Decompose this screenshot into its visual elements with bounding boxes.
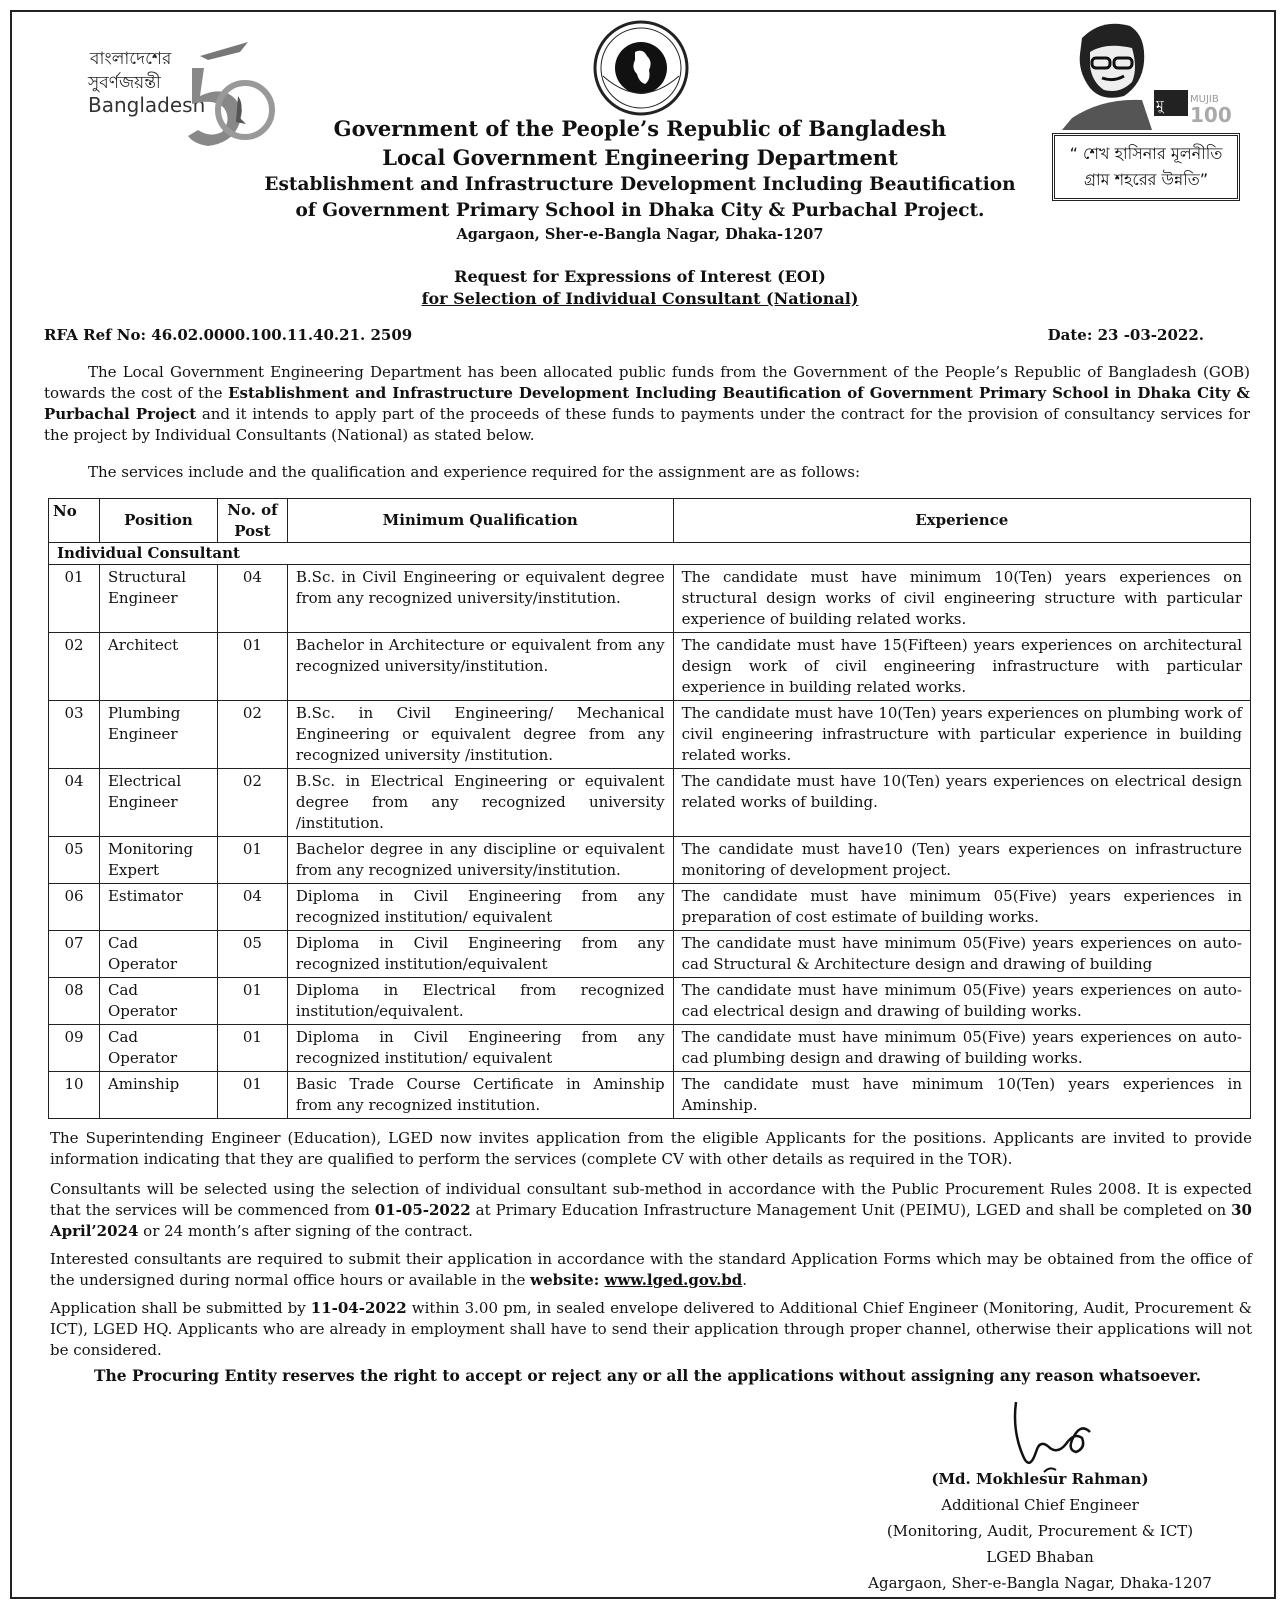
- svg-text:100: 100: [1190, 103, 1232, 127]
- signer-address: Agargaon, Sher-e-Bangla Nagar, Dhaka-1207: [868, 1574, 1212, 1592]
- row-qualification: Diploma in Civil Engineering from any recognized institution/equivalent: [287, 931, 673, 978]
- row-qualification: Diploma in Civil Engineering from any recognized institution/ equivalent: [287, 1025, 673, 1072]
- row-no: 08: [49, 978, 100, 1025]
- row-posts: 02: [217, 769, 287, 837]
- row-no: 02: [49, 633, 100, 701]
- reservation-statement: The Procuring Entity reserves the right to accept or reject any or all the applications without assigning any reason whatsoever.: [94, 1366, 1202, 1385]
- section-label: Individual Consultant: [49, 543, 1251, 565]
- selection-text-e: or 24 month’s after signing of the contract.: [138, 1222, 473, 1240]
- row-no: 09: [49, 1025, 100, 1072]
- row-experience: The candidate must have minimum 05(Five) years experiences on auto-cad plumbing design and drawing of building works.: [673, 1025, 1250, 1072]
- forms-text-a: Interested consultants are required to submit their application in accordance with the standard Application Forms which may be obtained from the office of the undersigned during normal office hours or available in the: [50, 1250, 1252, 1289]
- row-experience: The candidate must have minimum 10(Ten) years experiences in Aminship.: [673, 1072, 1250, 1119]
- header-line3: Establishment and Infrastructure Development Including Beautification: [264, 174, 1016, 195]
- intro-text-a: The Local Government Engineering Department has been allocated public funds from the Government of the People’s Republic of Bangladesh (GOB) towards the cost of the: [44, 363, 1250, 402]
- signer-title: Additional Chief Engineer: [941, 1496, 1139, 1514]
- eoi-subtitle: for Selection of Individual Consultant (National): [421, 289, 859, 308]
- row-experience: The candidate must have minimum 05(Five) years experiences on auto-cad Structural & Architecture design and drawing of building: [673, 931, 1250, 978]
- signer-office: LGED Bhaban: [986, 1548, 1094, 1566]
- row-position: Estimator: [99, 884, 217, 931]
- row-experience: The candidate must have minimum 10(Ten) years experiences on structural design works of civil engineering structure with particular experience of building related works.: [673, 565, 1250, 633]
- row-no: 03: [49, 701, 100, 769]
- table-row: [49, 565, 1251, 633]
- row-position: Plumbing Engineer: [99, 701, 217, 769]
- submission-text-c: within 3.00 pm, in sealed envelope delivered to Additional Chief Engineer (Monitoring, Audit, Procurement & ICT), LGED HQ. Applicants who are already in employment shall have to send their application through proper channel, otherwise their applications will not be considered.: [50, 1299, 1252, 1359]
- signer-dept: (Monitoring, Audit, Procurement & ICT): [886, 1522, 1194, 1540]
- signer-name: (Md. Mokhlesur Rahman): [931, 1470, 1149, 1488]
- row-posts: 01: [217, 837, 287, 884]
- logo-bn-line1: বাংলাদেশের: [90, 49, 172, 69]
- table-row: [49, 837, 1251, 884]
- col-posts: No. of Post: [217, 499, 287, 543]
- row-position: Electrical Engineer: [99, 769, 217, 837]
- intro-paragraph: [44, 362, 1250, 446]
- selection-paragraph: [50, 1179, 1252, 1242]
- header-line1: Government of the People’s Republic of Bangladesh: [333, 116, 947, 141]
- row-experience: The candidate must have minimum 05(Five) years experiences in preparation of cost estimate of building works.: [673, 884, 1250, 931]
- row-posts: 01: [217, 1072, 287, 1119]
- row-qualification: B.Sc. in Civil Engineering/ Mechanical Engineering or equivalent degree from any recognized university /institution.: [287, 701, 673, 769]
- start-date: 01-05-2022: [374, 1201, 471, 1219]
- row-experience: The candidate must have minimum 05(Five) years experiences on auto-cad electrical design and drawing of building works.: [673, 978, 1250, 1025]
- services-intro: The services include and the qualification and experience required for the assignment are as follows:: [88, 463, 861, 481]
- row-position: Architect: [99, 633, 217, 701]
- slogan-box: [1052, 133, 1240, 201]
- row-no: 01: [49, 565, 100, 633]
- row-qualification: Diploma in Electrical from recognized institution/equivalent.: [287, 978, 673, 1025]
- intro-text-c: and it intends to apply part of the proceeds of these funds to payments under the contract for the provision of consultancy services for the project by Individual Consultants (National) as stated below.: [44, 405, 1250, 444]
- table-row: [49, 1025, 1251, 1072]
- row-qualification: Basic Trade Course Certificate in Aminship from any recognized institution.: [287, 1072, 673, 1119]
- table-row: [49, 884, 1251, 931]
- row-experience: The candidate must have10 (Ten) years experiences on infrastructure monitoring of development project.: [673, 837, 1250, 884]
- row-position: Monitoring Expert: [99, 837, 217, 884]
- table-row: [49, 633, 1251, 701]
- website-link[interactable]: www.lged.gov.bd: [604, 1271, 743, 1289]
- row-posts: 05: [217, 931, 287, 978]
- row-qualification: B.Sc. in Electrical Engineering or equivalent degree from any recognized university /institution.: [287, 769, 673, 837]
- table-row: [49, 1072, 1251, 1119]
- end-date: 30 April’2024: [50, 1201, 1252, 1240]
- col-experience: Experience: [673, 499, 1250, 543]
- table-row: [49, 931, 1251, 978]
- svg-text:মু: মু: [1156, 98, 1164, 114]
- row-qualification: Diploma in Civil Engineering from any recognized institution/ equivalent: [287, 884, 673, 931]
- col-qualification: Minimum Qualification: [287, 499, 673, 543]
- row-qualification: Bachelor in Architecture or equivalent from any recognized university/institution.: [287, 633, 673, 701]
- row-experience: The candidate must have 10(Ten) years experiences on plumbing work of civil engineering infrastructure with particular experience in building related works.: [673, 701, 1250, 769]
- eoi-title: Request for Expressions of Interest (EOI): [454, 267, 826, 286]
- selection-text-a: Consultants will be selected using the selection of individual consultant sub-method in accordance with the Public Procurement Rules 2008. It is expected that the services will be commenced from: [50, 1180, 1252, 1219]
- row-no: 07: [49, 931, 100, 978]
- row-no: 06: [49, 884, 100, 931]
- logo-bn-line2: সুবর্ণজয়ন্তী: [88, 73, 161, 93]
- table-row: [49, 769, 1251, 837]
- row-no: 04: [49, 769, 100, 837]
- submission-paragraph: [50, 1298, 1252, 1361]
- portrait-icon: [1062, 18, 1232, 130]
- logo-bangladesh-text: Bangladesh: [88, 93, 206, 117]
- invitation-paragraph: The Superintending Engineer (Education), LGED now invites application from the eligible Applicants for the positions. Applicants are invited to provide information indicating that they are qualified to perform the services (complete CV with other details as required in the TOR).: [50, 1129, 1252, 1168]
- row-posts: 01: [217, 1025, 287, 1072]
- header-address: Agargaon, Sher-e-Bangla Nagar, Dhaka-1207: [456, 226, 824, 243]
- row-qualification: Bachelor degree in any discipline or equivalent from any recognized university/institution.: [287, 837, 673, 884]
- slogan-line2: গ্রাম শহরের উন্নতি”: [1083, 170, 1209, 189]
- row-posts: 02: [217, 701, 287, 769]
- submission-text-a: Application shall be submitted by: [50, 1299, 311, 1317]
- row-posts: 01: [217, 978, 287, 1025]
- seal-icon: [591, 18, 691, 118]
- col-no: No: [49, 499, 100, 543]
- website-label: website:: [530, 1271, 605, 1289]
- table-row: [49, 978, 1251, 1025]
- row-qualification: B.Sc. in Civil Engineering or equivalent degree from any recognized university/institution.: [287, 565, 673, 633]
- positions-table: [48, 498, 1251, 1119]
- row-no: 05: [49, 837, 100, 884]
- row-position: Cad Operator: [99, 931, 217, 978]
- table-row: [49, 701, 1251, 769]
- eoi-title-block: [300, 266, 980, 310]
- notice-date: Date: 23 -03-2022.: [1047, 326, 1204, 344]
- project-name: Establishment and Infrastructure Development Including Beautification of Government Primary School in Dhaka City & Purbachal Project: [44, 384, 1250, 423]
- row-no: 10: [49, 1072, 100, 1119]
- table-header-row: [49, 499, 1251, 543]
- col-position: Position: [99, 499, 217, 543]
- signer-block: [860, 1466, 1220, 1596]
- selection-text-c: at Primary Education Infrastructure Management Unit (PEIMU), LGED and shall be completed on: [470, 1201, 1232, 1219]
- forms-paragraph: [50, 1249, 1252, 1291]
- row-position: Cad Operator: [99, 1025, 217, 1072]
- row-experience: The candidate must have 15(Fifteen) years experiences on architectural design work of civil engineering infrastructure with particular experience in building related works.: [673, 633, 1250, 701]
- row-posts: 04: [217, 565, 287, 633]
- row-experience: The candidate must have 10(Ten) years experiences on electrical design related works of building.: [673, 769, 1250, 837]
- forms-text-d: .: [742, 1271, 748, 1289]
- slogan-line1: “ শেখ হাসিনার মূলনীতি: [1069, 144, 1223, 163]
- header-line2: Local Government Engineering Department: [382, 145, 898, 170]
- government-seal: [591, 18, 691, 118]
- letterhead: [200, 114, 1080, 246]
- row-position: Structural Engineer: [99, 565, 217, 633]
- row-position: Aminship: [99, 1072, 217, 1119]
- row-posts: 04: [217, 884, 287, 931]
- mujib-centenary-logo: [1062, 18, 1232, 130]
- svg-text:MUJIB: MUJIB: [1190, 94, 1219, 105]
- header-line4: of Government Primary School in Dhaka City & Purbachal Project.: [295, 200, 985, 221]
- table-section-row: [49, 543, 1251, 565]
- reference-number: RFA Ref No: 46.02.0000.100.11.40.21. 2509: [44, 326, 413, 344]
- row-posts: 01: [217, 633, 287, 701]
- deadline-date: 11-04-2022: [310, 1299, 407, 1317]
- row-position: Cad Operator: [99, 978, 217, 1025]
